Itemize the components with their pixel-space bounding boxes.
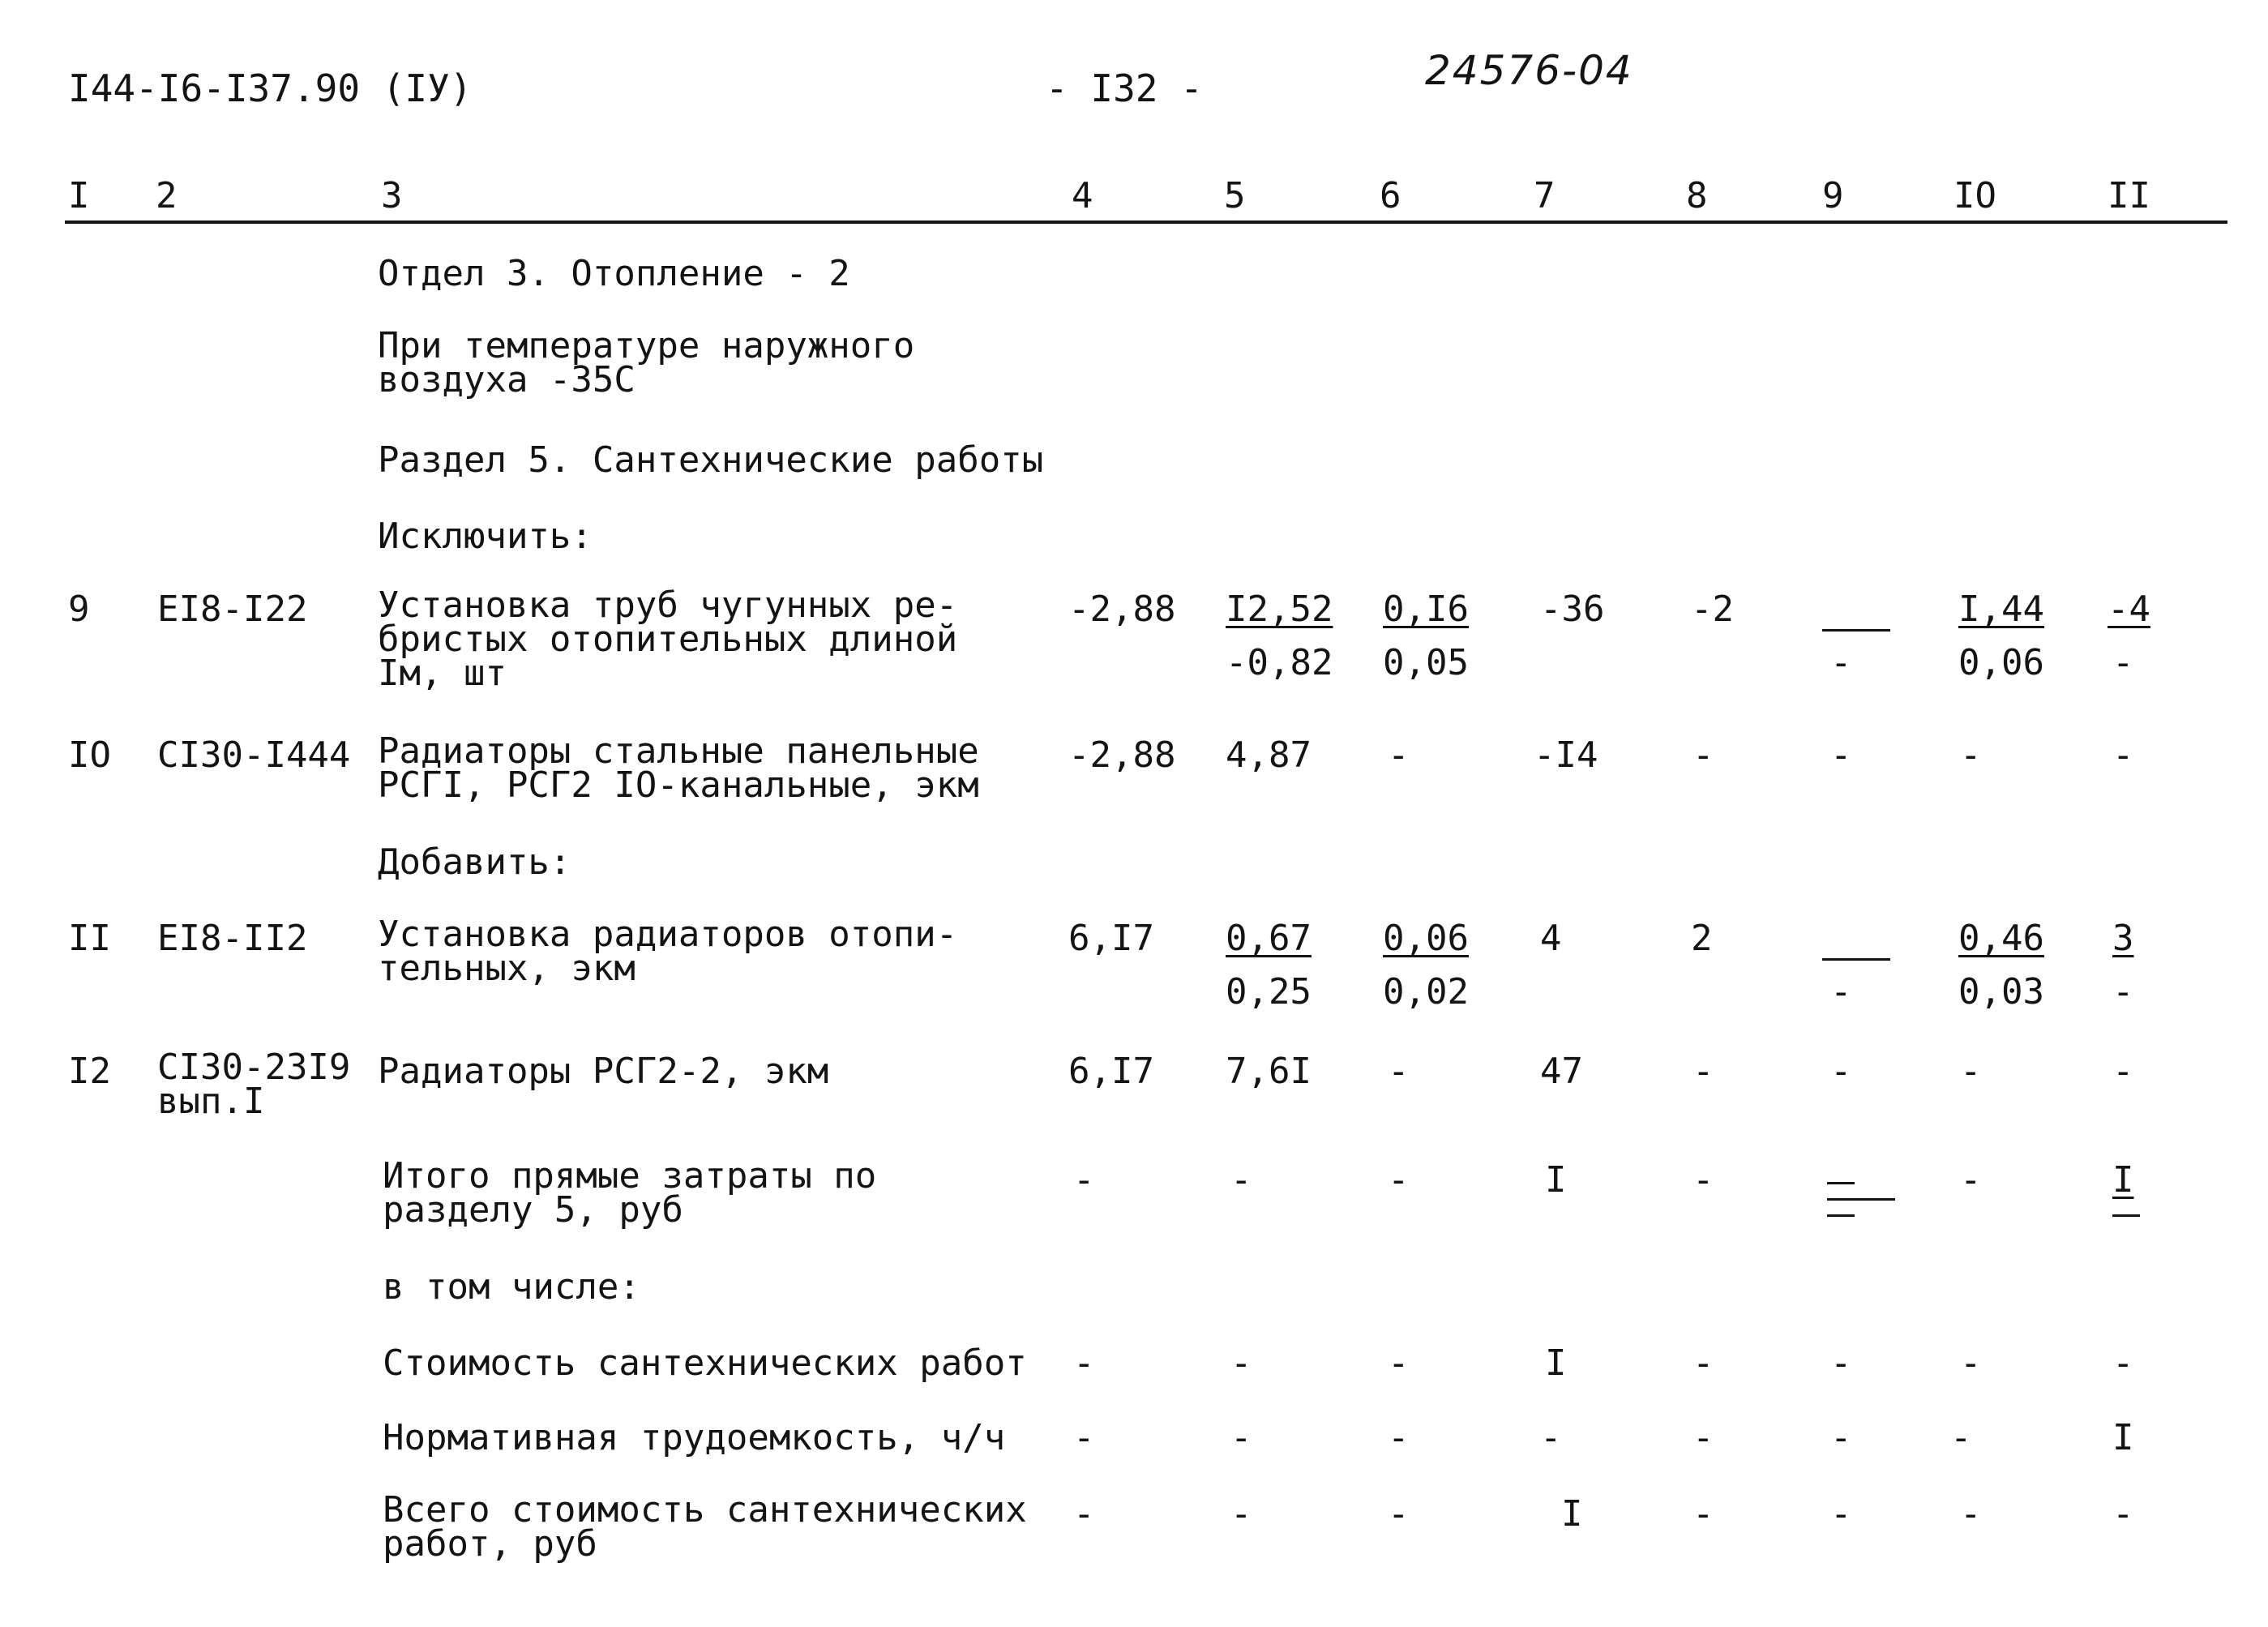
column-number: IO	[1953, 175, 1996, 216]
total-cost: -	[1540, 1417, 1562, 1458]
labor-total: -	[2112, 1493, 2134, 1535]
machine-total-wages: -	[1830, 1417, 1852, 1458]
labor-per-unit: 0,46	[1958, 918, 2044, 959]
labor-total: -	[2112, 1051, 2134, 1092]
total-cost: -36	[1540, 589, 1605, 630]
work-name: Радиаторы РСГ2-2, экм	[378, 1051, 829, 1092]
work-name: Установка труб чугунных ре- бристых отопительных длиной Iм, шт	[378, 584, 958, 694]
fraction-line	[1822, 629, 1890, 632]
machine-cost: 0,06	[1383, 918, 1469, 959]
quantity: 6,I7	[1068, 1051, 1154, 1092]
dash-mark	[1827, 1214, 1855, 1217]
column-number: 6	[1380, 175, 1401, 216]
total-cost: 47	[1540, 1051, 1583, 1092]
labor-per-unit: -	[1960, 1342, 1982, 1384]
header-rule	[65, 221, 2227, 224]
total-wages: -	[1692, 1417, 1714, 1458]
machine-cost: -	[1388, 1051, 1410, 1092]
unit-cost-wages: -0,82	[1226, 642, 1333, 683]
exclude-heading: Исключить:	[378, 516, 593, 557]
row-number: 9	[68, 589, 90, 630]
totals-label: Стоимость сантехнических работ	[383, 1342, 1027, 1384]
column-number: 4	[1072, 175, 1093, 216]
quantity: -2,88	[1068, 589, 1176, 630]
rate-code: EI8-II2	[157, 918, 308, 959]
unit-cost-total: -	[1230, 1342, 1252, 1384]
machine-total-wages: -	[1830, 1342, 1852, 1384]
including-heading: в том числе:	[383, 1266, 640, 1308]
row-number: II	[68, 918, 111, 959]
quantity: -2,88	[1068, 734, 1176, 776]
page-number: - I32 -	[1046, 66, 1203, 110]
row-number: I2	[68, 1051, 111, 1092]
work-name: Радиаторы стальные панельные РСГI, РСГ2 IO-канальные, экм	[378, 730, 979, 806]
column-number: II	[2108, 175, 2150, 216]
dash-mark	[1827, 1182, 1855, 1184]
unit-cost-wages: 0,25	[1226, 971, 1312, 1013]
total-wages: -	[1692, 1342, 1714, 1384]
total-wages: -2	[1691, 589, 1734, 630]
machine-total-wages: -	[1830, 1051, 1852, 1092]
labor-machinist-per-unit: 0,06	[1958, 642, 2044, 683]
unit-cost-total: -	[1230, 1493, 1252, 1535]
labor-total: -	[2112, 734, 2134, 776]
total-wages: -	[1692, 1493, 1714, 1535]
temperature-heading: При температуре наружного воздуха -35С	[378, 325, 915, 400]
total-cost: I	[1545, 1159, 1567, 1201]
fraction-line	[1822, 958, 1890, 961]
unit-cost-total: 7,6I	[1226, 1051, 1312, 1092]
unit-cost-total: -	[1230, 1159, 1252, 1201]
row-number: IO	[68, 734, 111, 776]
total-cost: I	[1561, 1493, 1583, 1535]
labor-per-unit: -	[1960, 1159, 1982, 1201]
unit-cost-total: 0,67	[1226, 918, 1312, 959]
totals-label: Всего стоимость сантехнических работ, руб	[383, 1489, 1027, 1565]
machine-total-wages: -	[1830, 971, 1852, 1013]
dash-mark	[2112, 1214, 2140, 1217]
totals-label: Итого прямые затраты по разделу 5, руб	[383, 1155, 877, 1231]
department-heading: Отдел 3. Отопление - 2	[378, 253, 850, 294]
total-cost: 4	[1540, 918, 1562, 959]
totals-label: Нормативная трудоемкость, ч/ч	[383, 1417, 1006, 1458]
column-number: 9	[1822, 175, 1844, 216]
labor-total: 3	[2112, 918, 2134, 959]
machine-total-wages: -	[1830, 1493, 1852, 1535]
handwritten-inventory-number: 24576-04	[1425, 47, 1633, 94]
labor-machinist-per-unit: 0,03	[1958, 971, 2044, 1013]
total-wages: -	[1692, 1051, 1714, 1092]
labor-per-unit: I,44	[1958, 589, 2044, 630]
labor-per-unit: -	[1960, 1051, 1982, 1092]
unit-cost-total: I2,52	[1226, 589, 1333, 630]
chapter-heading: Раздел 5. Сантехнические работы	[378, 439, 1044, 481]
machine-wages: 0,05	[1383, 642, 1469, 683]
quantity: -	[1073, 1493, 1095, 1535]
labor-machinist-total: -	[2112, 642, 2134, 683]
unit-cost-total: 4,87	[1226, 734, 1312, 776]
unit-cost-total: -	[1230, 1417, 1252, 1458]
machine-cost: -	[1388, 734, 1410, 776]
machine-cost: -	[1388, 1342, 1410, 1384]
total-wages: -	[1692, 1159, 1714, 1201]
rate-code: CI30-23I9 вып.I	[157, 1047, 351, 1122]
work-name: Установка радиаторов отопи- тельных, экм	[378, 914, 958, 989]
document-code: I44-I6-I37.90 (IУ)	[68, 66, 473, 110]
column-number: I	[68, 175, 90, 216]
column-number: 5	[1224, 175, 1246, 216]
labor-machinist-total: -	[2112, 971, 2134, 1013]
labor-per-unit: -	[1960, 1493, 1982, 1535]
machine-cost: -	[1388, 1159, 1410, 1201]
machine-cost: -	[1388, 1417, 1410, 1458]
total-cost: I	[1545, 1342, 1567, 1384]
labor-total: -	[2112, 1342, 2134, 1384]
total-wages: 2	[1691, 918, 1713, 959]
quantity: -	[1073, 1342, 1095, 1384]
machine-cost: 0,I6	[1383, 589, 1469, 630]
machine-total-wages: -	[1830, 734, 1852, 776]
machine-wages: 0,02	[1383, 971, 1469, 1013]
quantity: -	[1073, 1417, 1095, 1458]
labor-total: -4	[2108, 589, 2150, 630]
total-cost: -I4	[1534, 734, 1598, 776]
column-number: 8	[1686, 175, 1708, 216]
column-number: 2	[156, 175, 178, 216]
labor-total: I	[2112, 1159, 2134, 1201]
quantity: -	[1073, 1159, 1095, 1201]
quantity: 6,I7	[1068, 918, 1154, 959]
fraction-line	[1827, 1198, 1895, 1201]
column-number: 7	[1534, 175, 1556, 216]
machine-cost: -	[1388, 1493, 1410, 1535]
machine-total-wages: -	[1830, 642, 1852, 683]
labor-per-unit: -	[1950, 1417, 1972, 1458]
rate-code: EI8-I22	[157, 589, 308, 630]
total-wages: -	[1692, 734, 1714, 776]
labor-total: I	[2112, 1417, 2134, 1458]
rate-code: CI30-I444	[157, 734, 351, 776]
column-number: 3	[381, 175, 403, 216]
add-heading: Добавить:	[378, 841, 571, 883]
labor-per-unit: -	[1960, 734, 1982, 776]
